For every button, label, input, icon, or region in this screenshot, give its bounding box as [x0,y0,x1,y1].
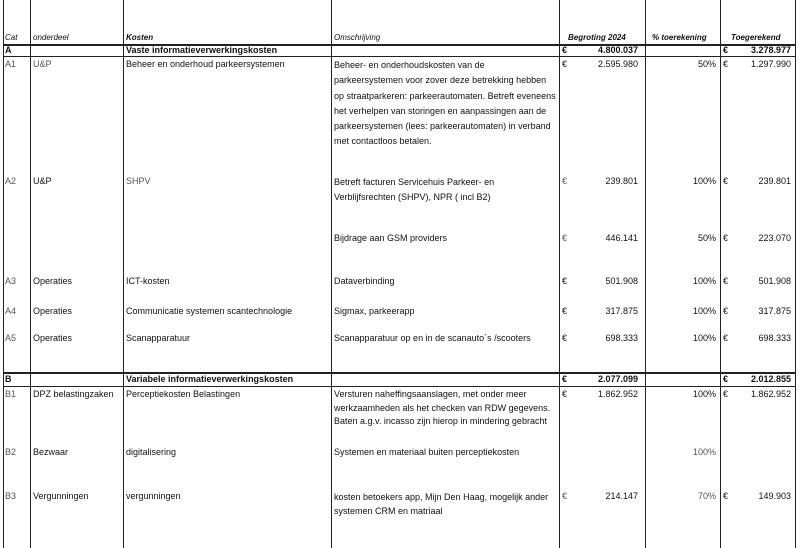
row-a2-begroting: 239.801 [605,176,638,186]
grid-line [3,372,795,374]
row-b3-onderdeel: Vergunningen [33,491,89,501]
row-a4-currency: € [723,306,729,316]
row-a-currency: € [562,45,568,55]
row-a1-toerekening: 50% [697,59,716,69]
row-a3-cat: A3 [5,276,17,286]
grid-line [559,0,560,548]
row-a2-onderdeel: U&P [33,176,52,186]
row-a2-toerekening: 100% [692,176,716,186]
row-b1-toegerekend: 1.862.952 [750,389,791,399]
row-a5-begroting: 698.333 [605,333,638,343]
grid-line [3,386,795,387]
row-a4-toerekening: 100% [692,306,716,316]
row-a3-currency: € [562,276,568,286]
row-b2-cat: B2 [5,447,17,457]
row-b3-omschrijving: kosten betoekers app, Mijn Den Haag, mogelijk ander systemen CRM en matriaal [334,492,549,516]
row-b-currency: € [562,374,568,384]
row-a3-begroting: 501.908 [605,276,638,286]
row-b-currency: € [723,374,729,384]
grid-line [3,0,4,548]
row-a2-currency: € [723,176,729,186]
row-a2b-currency: € [723,233,729,243]
grid-line [795,0,796,548]
header-toerekening: % toerekening [652,33,707,42]
row-a1-currency: € [723,59,729,69]
row-b3-toerekening: 70% [697,491,716,501]
row-a4-kosten: Communicatie systemen scantechnologie [126,306,293,316]
row-a2-kosten: SHPV [126,176,151,186]
header-cat: Cat [5,33,18,42]
row-b3-toegerekend: 149.903 [758,491,791,501]
row-a4-omschrijving: Sigmax, parkeerapp [334,306,415,316]
header-begroting: Begroting 2024 [568,33,626,42]
row-a2-cat: A2 [5,176,17,186]
row-b1-begroting: 1.862.952 [597,389,638,399]
row-a5-onderdeel: Operaties [33,333,73,343]
row-a2b-begroting: 446.141 [605,233,638,243]
row-a3-kosten: ICT-kosten [126,276,170,286]
row-b1-currency: € [562,389,568,399]
row-b-begroting: 2.077.099 [597,374,638,384]
row-b1-omschrijving: Versturen naheffingsaanslagen, met onder meer werkzaamheden als het checken van RDW gegevens. Baten a.g.v. incasso zijn hierop in mindering gebracht [334,389,551,426]
row-a4-onderdeel: Operaties [33,306,73,316]
row-a2b-currency: € [562,233,568,243]
row-b2-omschrijving: Systemen en materiaal buiten perceptiekosten [334,447,520,457]
row-a4-toegerekend: 317.875 [758,306,791,316]
row-a3-currency: € [723,276,729,286]
row-a5-omschrijving: Scanapparatuur op en in de scanauto´s /scooters [334,333,531,343]
grid-line [123,0,124,548]
row-a1-omschrijving: Beheer- en onderhoudskosten van de parkeersystemen voor zover deze betrekking hebben op straatparkeren: parkeerautomaten. Betreft eveneens het verhelpen van storingen en aanpassingen aan de parkeersystemen (lees: parkeerautomaten) in verband met contactloos betalen. [334,60,556,147]
row-a2b-omschrijving: Bijdrage aan GSM providers [334,233,448,243]
row-a2-toegerekend: 239.801 [758,176,791,186]
row-b1-onderdeel: DPZ belastingzaken [33,389,114,399]
grid-line [720,0,721,548]
row-a3-toegerekend: 501.908 [758,276,791,286]
row-a1-cat: A1 [5,59,17,69]
row-b2-onderdeel: Bezwaar [33,447,69,457]
grid-line [331,0,332,548]
grid-line [30,0,31,548]
header-kosten: Kosten [126,33,154,42]
row-b-kosten: Variabele informatieverwerkingskosten [126,374,294,384]
row-b1-cat: B1 [5,389,17,399]
row-b3-currency: € [723,491,729,501]
row-a2-currency: € [562,176,568,186]
row-b3-kosten: vergunningen [126,491,181,501]
row-b-toegerekend: 2.012.855 [750,374,791,384]
header-onderdeel: onderdeel [33,33,69,42]
row-a-toegerekend: 3.278.977 [750,45,791,55]
row-b2-toerekening: 100% [692,447,716,457]
row-a4-begroting: 317.875 [605,306,638,316]
row-a1-begroting: 2.595.980 [597,59,638,69]
row-a4-cat: A4 [5,306,17,316]
row-b1-toerekening: 100% [692,389,716,399]
row-a5-toerekening: 100% [692,333,716,343]
row-b3-begroting: 214.147 [605,491,638,501]
row-a4-currency: € [562,306,568,316]
row-a5-toegerekend: 698.333 [758,333,791,343]
row-a2b-toegerekend: 223.070 [758,233,791,243]
grid-line [645,0,646,548]
row-b2-kosten: digitalisering [126,447,177,457]
row-a1-currency: € [562,59,568,69]
row-b3-currency: € [562,491,568,501]
row-a2b-toerekening: 50% [697,233,716,243]
row-b1-kosten: Perceptiekosten Belastingen [126,389,241,399]
row-a1-kosten: Beheer en onderhoud parkeersystemen [126,59,285,69]
row-a-currency: € [723,45,729,55]
row-b3-cat: B3 [5,491,17,501]
row-a5-currency: € [562,333,568,343]
header-omschrijving: Omschrijving [334,33,381,42]
grid-line [3,44,795,46]
row-a5-kosten: Scanapparatuur [126,333,191,343]
row-a1-onderdeel: U&P [33,59,52,69]
row-a1-toegerekend: 1.297.990 [750,59,791,69]
header-toegerekend: Toegerekend [731,33,781,42]
row-a-begroting: 4.800.037 [597,45,638,55]
grid-line [3,56,795,57]
row-a-cat: A [5,45,12,55]
row-b-cat: B [5,374,12,384]
row-a3-omschrijving: Dataverbinding [334,276,395,286]
row-a5-currency: € [723,333,729,343]
row-a3-onderdeel: Operaties [33,276,73,286]
row-a3-toerekening: 100% [692,276,716,286]
row-b1-currency: € [723,389,729,399]
row-a5-cat: A5 [5,333,17,343]
row-a2-omschrijving: Betreft facturen Servicehuis Parkeer- en Verblijfsrechten (SHPV), NPR ( incl B2) [334,177,495,202]
row-a-kosten: Vaste informatieverwerkingskosten [126,45,278,55]
